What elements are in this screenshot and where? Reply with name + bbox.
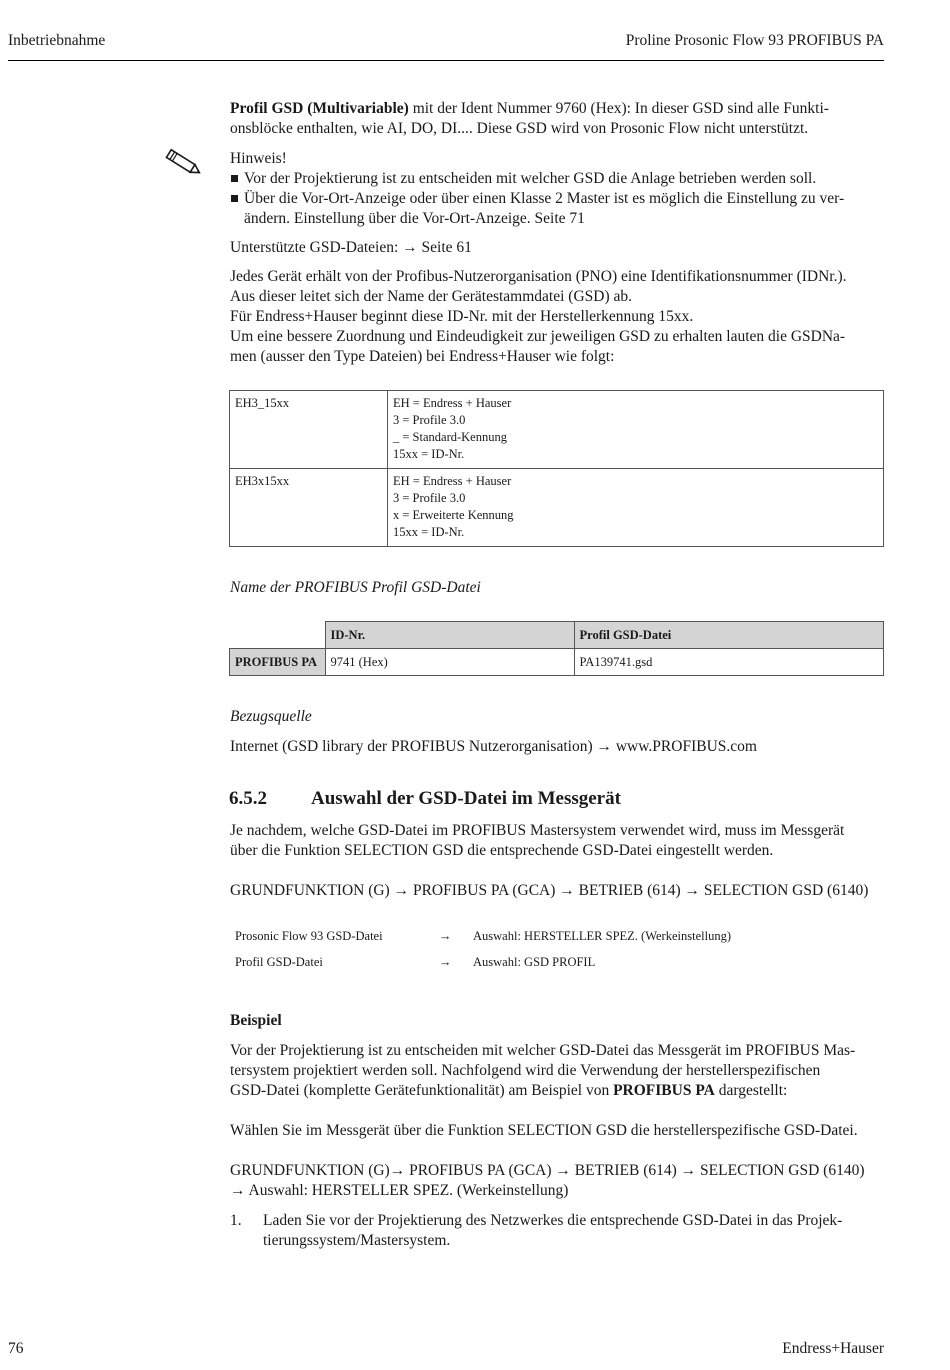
example-line3-post: dargestellt: (714, 1082, 788, 1099)
note-bullet-2 (230, 189, 885, 229)
table-header-row (230, 622, 884, 649)
desc-line: 3 = Profile 3.0 (393, 491, 466, 505)
example-line3-pre: GSD-Datei (komplette Gerätefunktionalität) am Beispiel von (230, 1082, 614, 1099)
bezugsquelle-link[interactable]: Internet (GSD library der PROFIBUS Nutzerorganisation) → www.PROFIBUS.com (230, 738, 757, 755)
gsd-name-cell: EH3x15xx (230, 469, 388, 547)
running-header-right: Proline Prosonic Flow 93 PROFIBUS PA (625, 32, 884, 49)
example-path-line1: GRUNDFUNKTION (G)→ PROFIBUS PA (GCA) → BETRIEB (614) → SELECTION GSD (6140) (230, 1162, 865, 1179)
example-line3-bold: PROFIBUS PA (613, 1082, 715, 1099)
para-line1: Jedes Gerät erhält von der Profibus-Nutzerorganisation (PNO) eine Identifikationsnummer (IDNr.). (230, 268, 847, 285)
desc-line: 15xx = ID-Nr. (393, 525, 465, 539)
step-line2: tierungssystem/Mastersystem. (263, 1232, 451, 1249)
section-intro (230, 821, 885, 861)
running-header-left: Inbetriebnahme (8, 32, 106, 49)
empty-corner-cell (230, 622, 326, 649)
section-line1: Je nachdem, welche GSD-Datei im PROFIBUS Mastersystem verwendet wird, muss im Messgerät (230, 822, 845, 839)
arrow-icon: → (439, 929, 452, 943)
selection-value: Auswahl: HERSTELLER SPEZ. (Werkeinstellung) (473, 929, 731, 943)
example-path-line2: → Auswahl: HERSTELLER SPEZ. (Werkeinstellung) (230, 1182, 569, 1199)
para-line5: men (ausser den Type Dateien) bei Endress+Hauser wie folgt: (230, 348, 615, 365)
gsd-name-table (229, 390, 884, 547)
selection-label: Prosonic Flow 93 GSD-Datei (235, 929, 383, 943)
table-row (230, 649, 884, 676)
file-cell: PA139741.gsd (574, 649, 884, 676)
step-number: 1. (230, 1212, 242, 1229)
para-line2: Aus dieser leitet sich der Name der Gerätestammdatei (GSD) ab. (230, 288, 632, 305)
step-line1: Laden Sie vor der Projektierung des Netzwerkes die entsprechende GSD-Datei in das Projek- (263, 1212, 843, 1229)
header-rule (8, 60, 884, 61)
note-bullet-2-line1: Über die Vor-Ort-Anzeige oder über einen Klasse 2 Master ist es möglich die Einstellung zu ver- (244, 190, 845, 207)
gsd-desc-cell (388, 469, 884, 547)
example-line2: tersystem projektiert werden soll. Nachfolgend wird die Verwendung der herstellerspezifischen (230, 1062, 821, 1079)
id-number-paragraph (230, 267, 885, 367)
pencil-icon (160, 148, 206, 183)
desc-line: EH = Endress + Hauser (393, 474, 512, 488)
note-title: Hinweis! (230, 150, 287, 167)
gsd-name-cell: EH3_15xx (230, 391, 388, 469)
desc-line: 3 = Profile 3.0 (393, 413, 466, 427)
bezugsquelle-caption: Bezugsquelle (230, 708, 312, 725)
intro-line2: onsblöcke enthalten, wie AI, DO, DI.... Diese GSD wird von Prosonic Flow nicht unterstützt. (230, 120, 809, 137)
example-line3 (230, 1081, 885, 1101)
note-block (230, 149, 885, 229)
selection-value: Auswahl: GSD PROFIL (473, 955, 596, 969)
example-instruction: Wählen Sie im Messgerät über die Funktion SELECTION GSD die herstellerspezifische GSD-Datei. (230, 1122, 858, 1139)
section-number: 6.5.2 (229, 788, 267, 809)
table-row (230, 391, 884, 469)
example-path (230, 1161, 885, 1201)
row-header-profibus: PROFIBUS PA (230, 649, 326, 676)
intro-bold: Profil GSD (Multivariable) (230, 100, 409, 117)
profil-gsd-table (229, 621, 884, 676)
column-header-id: ID-Nr. (325, 622, 574, 649)
desc-line: 15xx = ID-Nr. (393, 447, 465, 461)
page-number: 76 (8, 1340, 24, 1357)
section-line2: über die Funktion SELECTION GSD die entsprechende GSD-Datei eingestellt werden. (230, 842, 774, 859)
note-bullet-2-line2: ändern. Einstellung über die Vor-Ort-Anzeige. Seite 71 (244, 210, 585, 227)
example-paragraph (230, 1041, 885, 1101)
section-title: Auswahl der GSD-Datei im Messgerät (311, 788, 621, 809)
example-line1: Vor der Projektierung ist zu entscheiden mit welcher GSD-Datei das Messgerät im PROFIBUS Mas- (230, 1042, 856, 1059)
arrow-icon: → (439, 955, 452, 969)
note-bullet-1 (230, 169, 885, 189)
menu-path: GRUNDFUNKTION (G) → PROFIBUS PA (GCA) → BETRIEB (614) → SELECTION GSD (6140) (230, 882, 869, 899)
profil-table-caption: Name der PROFIBUS Profil GSD-Datei (230, 579, 481, 596)
id-cell: 9741 (Hex) (325, 649, 574, 676)
gsd-desc-cell (388, 391, 884, 469)
desc-line: EH = Endress + Hauser (393, 396, 512, 410)
intro-paragraph (230, 99, 885, 139)
para-line3: Für Endress+Hauser beginnt diese ID-Nr. mit der Herstellerkennung 15xx. (230, 308, 694, 325)
supported-gsd-link[interactable]: Unterstützte GSD-Dateien: → Seite 61 (230, 239, 472, 256)
note-bullet-1-text: Vor der Projektierung ist zu entscheiden mit welcher GSD die Anlage betrieben werden soll. (244, 170, 817, 187)
example-heading: Beispiel (230, 1012, 282, 1029)
column-header-file: Profil GSD-Datei (574, 622, 884, 649)
footer-brand: Endress+Hauser (782, 1340, 884, 1357)
table-row (230, 469, 884, 547)
step-text (263, 1211, 885, 1251)
selection-label: Profil GSD-Datei (235, 955, 323, 969)
para-line4: Um eine bessere Zuordnung und Eindeudigkeit zur jeweiligen GSD zu erhalten lauten die GSDNa- (230, 328, 846, 345)
desc-line: _ = Standard-Kennung (393, 430, 507, 444)
desc-line: x = Erweiterte Kennung (393, 508, 514, 522)
intro-line1: mit der Ident Nummer 9760 (Hex): In dieser GSD sind alle Funkti- (408, 100, 829, 117)
